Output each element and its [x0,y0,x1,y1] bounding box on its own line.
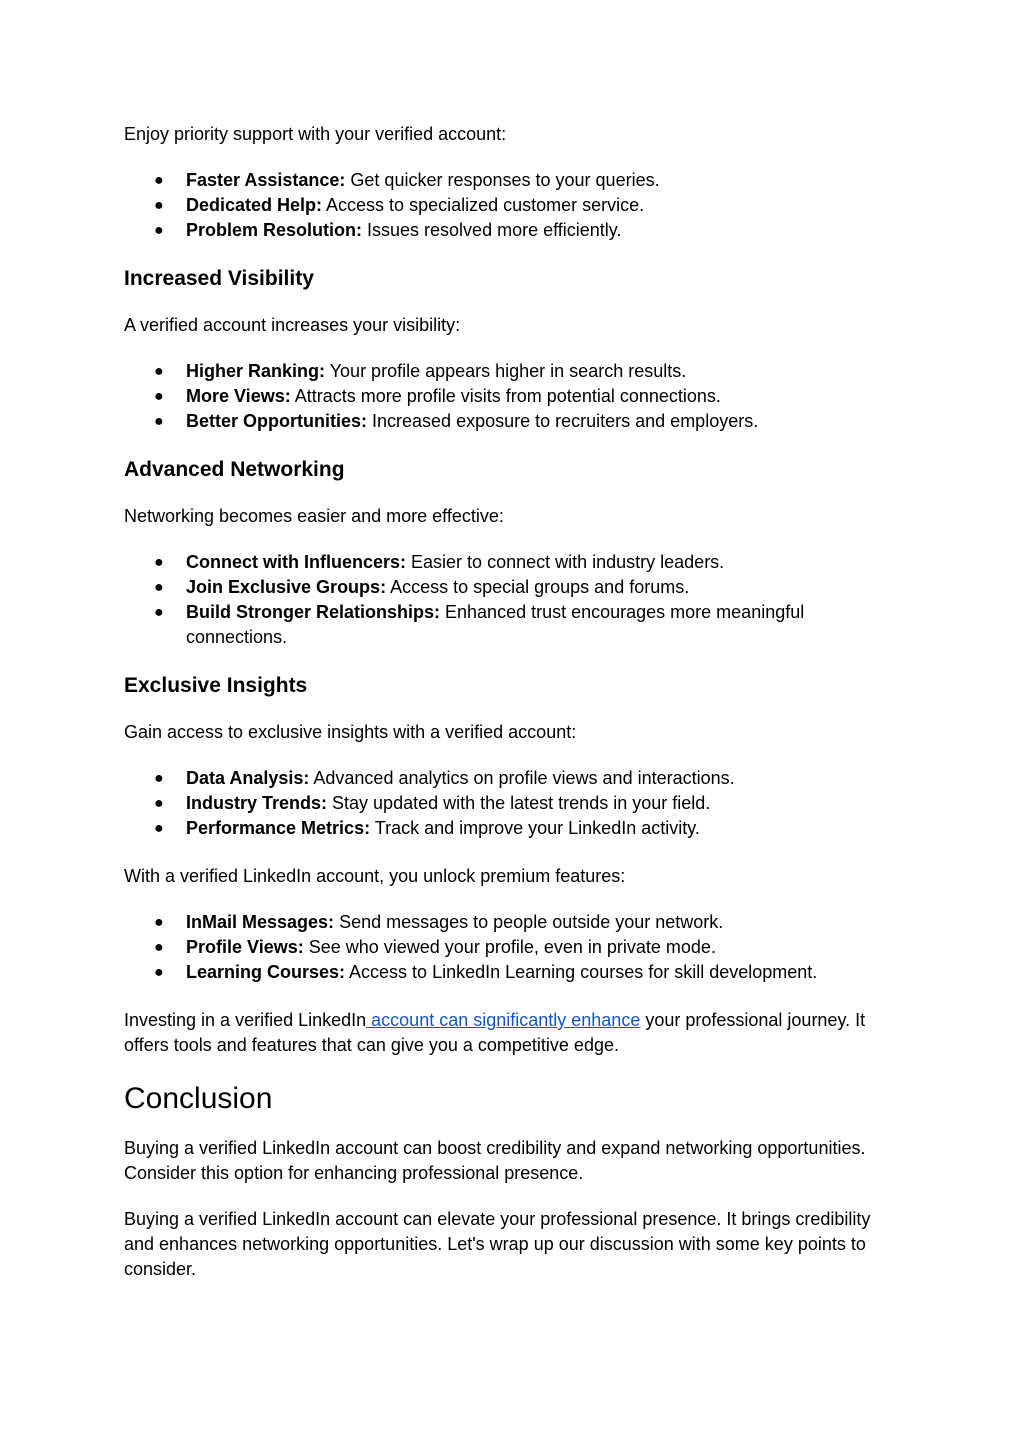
support-intro: Enjoy priority support with your verified account: [124,124,507,144]
list-item [124,935,894,960]
list-item [124,193,894,218]
list-item-text: Attracts more profile visits from potential connections. [290,386,721,406]
list-item [124,910,894,935]
list-item-text: Increased exposure to recruiters and employers. [367,411,759,431]
list-item [124,218,894,243]
list-item-text: Stay updated with the latest trends in your field. [327,793,711,813]
list-item-term: Problem Resolution: [186,220,363,240]
list-item-term: InMail Messages: [186,912,335,932]
bullet-icon: ● [154,770,164,787]
section-heading-visibility: Increased Visibility [124,267,314,290]
list-item-term: Profile Views: [186,937,304,957]
bullet-icon: ● [154,579,164,596]
list-item-term: Better Opportunities: [186,411,368,431]
list-item-text: Send messages to people outside your network. [334,912,724,932]
list-item-text: Your profile appears higher in search results. [325,361,687,381]
list-item [124,960,894,985]
list-item-term: Connect with Influencers: [186,552,407,572]
bullet-icon: ● [154,413,164,430]
bullet-icon: ● [154,172,164,189]
premium-list [124,910,894,985]
bullet-icon: ● [154,604,164,621]
list-item [124,816,894,841]
list-item-text: Get quicker responses to your queries. [345,170,660,190]
list-item-text: Enhanced trust encourages more meaningful connections. [186,602,805,647]
bullet-icon: ● [154,222,164,239]
list-item-term: Performance Metrics: [186,818,371,838]
bullet-icon: ● [154,939,164,956]
bullet-icon: ● [154,554,164,571]
list-item [124,600,894,650]
list-item-text: Easier to connect with industry leaders. [406,552,725,572]
conclusion-paragraph-2: Buying a verified LinkedIn account can elevate your professional presence. It brings credibility and enhances networking opportunities. Let's wrap up our discussion with some key points to consider. [124,1209,871,1279]
list-item-term: Learning Courses: [186,962,346,982]
insights-list [124,766,894,841]
investing-text-after: your professional journey. It offers tools and features that can give you a competitive edge. [124,1010,866,1055]
document-page [124,122,894,1282]
bullet-icon: ● [154,820,164,837]
list-item-term: Build Stronger Relationships: [186,602,441,622]
premium-intro: With a verified LinkedIn account, you unlock premium features: [124,866,626,886]
bullet-icon: ● [154,964,164,981]
list-item [124,766,894,791]
conclusion-heading: Conclusion [124,1082,273,1115]
insights-intro: Gain access to exclusive insights with a verified account: [124,722,577,742]
list-item-term: Faster Assistance: [186,170,346,190]
inline-link[interactable]: account can significantly enhance [366,1010,641,1030]
list-item [124,168,894,193]
list-item [124,550,894,575]
list-item-text: Issues resolved more efficiently. [362,220,622,240]
list-item-term: Dedicated Help: [186,195,323,215]
list-item [124,409,894,434]
networking-list [124,550,894,650]
bullet-icon: ● [154,914,164,931]
list-item-text: See who viewed your profile, even in private mode. [303,937,716,957]
section-heading-networking: Advanced Networking [124,458,345,481]
conclusion-paragraph-1: Buying a verified LinkedIn account can boost credibility and expand networking opportunities. Consider this option for enhancing professional presence. [124,1138,866,1183]
list-item [124,359,894,384]
list-item [124,384,894,409]
bullet-icon: ● [154,363,164,380]
list-item-term: Industry Trends: [186,793,328,813]
bullet-icon: ● [154,197,164,214]
list-item-term: Higher Ranking: [186,361,326,381]
bullet-icon: ● [154,795,164,812]
section-heading-insights: Exclusive Insights [124,674,308,697]
list-item [124,575,894,600]
list-item-text: Track and improve your LinkedIn activity. [370,818,700,838]
visibility-list [124,359,894,434]
list-item [124,791,894,816]
list-item-text: Advanced analytics on profile views and interactions. [309,768,735,788]
support-list [124,168,894,243]
investing-paragraph [124,1008,894,1058]
bullet-icon: ● [154,388,164,405]
networking-intro: Networking becomes easier and more effective: [124,506,504,526]
list-item-text: Access to LinkedIn Learning courses for skill development. [345,962,818,982]
list-item-term: More Views: [186,386,291,406]
list-item-term: Join Exclusive Groups: [186,577,387,597]
list-item-text: Access to specialized customer service. [322,195,645,215]
investing-text-before: Investing in a verified LinkedIn [124,1010,367,1030]
visibility-intro: A verified account increases your visibility: [124,315,461,335]
list-item-text: Access to special groups and forums. [386,577,690,597]
list-item-term: Data Analysis: [186,768,310,788]
